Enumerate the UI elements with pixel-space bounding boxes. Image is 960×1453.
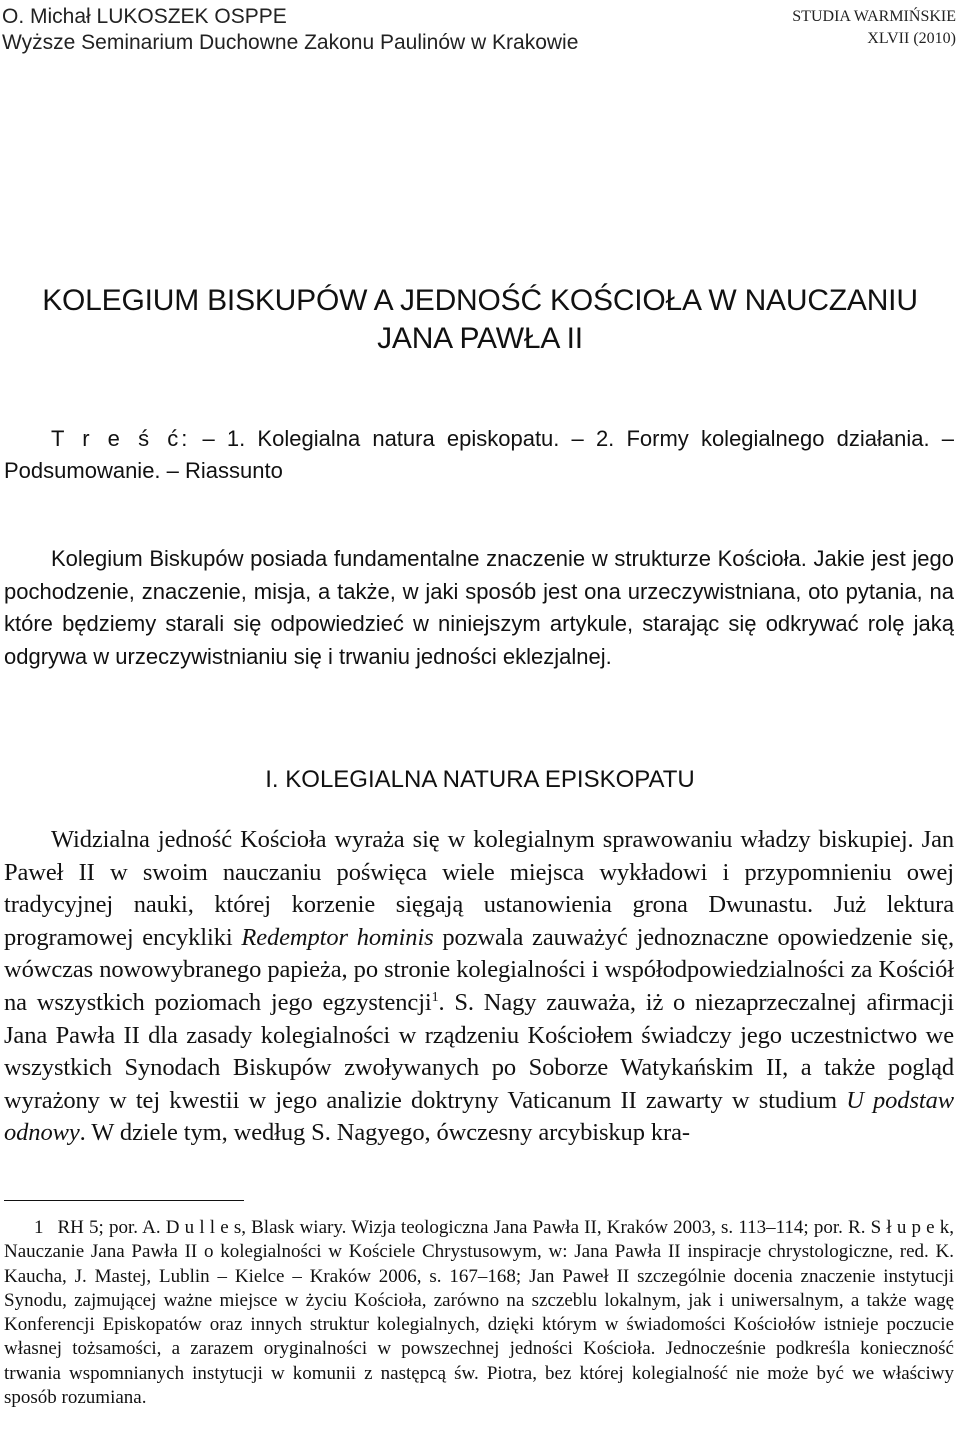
section-heading: I. KOLEGIALNA NATURA EPISKOPATU: [265, 766, 695, 793]
body-text: . S. Nagy zauważa, iż o niezaprzeczalnej afirmacji Jana Pawła II dla zasady kolegialności w rządzeniu Kościołem świadczy jego uczestnictwo we wszystkich Synodach Biskupów zwoływanych po Soborze Watykańskim II, a także pogląd wyrażony w tej kwestii w jego analizie doktryny Vaticanum II zawarty w studium: [4, 988, 954, 1114]
journal-name: STUDIA WARMIŃSKIE: [792, 8, 956, 25]
body-paragraph: [4, 824, 954, 1150]
table-of-contents: [4, 423, 954, 487]
abstract: Kolegium Biskupów posiada fundamentalne znaczenie w strukturze Kościoła. Jakie jest jego pochodzenie, znaczenie, misja, a także, w jaki sposób jest ona urzeczywistniana, oto pytania, na które będziemy starali się odpowiedzieć w niniejszym artykule, starając się odkrywać rolę jaką odgrywa w urzeczywistnianiu się i trwaniu jedności eklezjalnej.: [4, 546, 954, 669]
running-header-left: [2, 4, 578, 56]
article-title: [0, 282, 960, 358]
article-title-line-2: JANA PAWŁA II: [377, 322, 583, 355]
article-title-line-1: KOLEGIUM BISKUPÓW A JEDNOŚĆ KOŚCIOŁA W NAUCZANIU: [42, 284, 918, 317]
author-affiliation: Wyższe Seminarium Duchowne Zakonu Paulinów w Krakowie: [2, 31, 579, 54]
author-name: O. Michał LUKOSZEK OSPPE: [2, 5, 287, 28]
journal-volume: XLVII (2010): [867, 30, 956, 47]
body-text: pozwala zauważyć jednoznaczne opowiedzenie się, wówczas nowowybranego papieża, po stronie kolegialności i współodpowiedzialności za Kościół na wszystkich poziomach jego egzystencji: [4, 923, 955, 1016]
body-text: . W dziele tym, według S. Nagyego, ówczesny arcybiskup kra-: [79, 1119, 690, 1147]
contents-label: T r e ś ć:: [51, 426, 191, 451]
footnote-reference[interactable]: 1: [431, 989, 439, 1005]
encyclical-title: Redemptor hominis: [241, 923, 434, 951]
footnote: [4, 1216, 954, 1410]
body-text: Widzialna jedność Kościoła wyraża się w kolegialnym sprawowaniu władzy biskupiej. Jan Paweł II w swoim nauczaniu poświęca wiele miejsca wykładowi i przypomnieniu owej tradycyjnej nauki, której korzenie sięgają ustanowienia grona Dwunastu. Już lektura programowej encykliki: [4, 826, 954, 951]
running-header-right: [792, 6, 956, 50]
contents-items: – 1. Kolegialna natura episkopatu. – 2. Formy kolegialnego działania. – Podsumowanie. – Riassunto: [4, 426, 954, 483]
study-title: U podstaw odnowy: [4, 1086, 954, 1147]
footnote-text: RH 5; por. A. D u l l e s, Blask wiary. Wizja teologiczna Jana Pawła II, Kraków 2003, s. 113–114; por. R. S ł u p e k, Nauczanie Jana Pawła II o kolegialności w Kościele Chrystusowym, w: Jana Pawła II inspiracje chrystologiczne, red. K. Kaucha, J. Mastej, Lublin – Kielce – Kraków 2006, s. 167–168; Jan Paweł II szczególnie docenia znaczenie instytucji Synodu, zajmującej ważne miejsce w życiu Kościoła, zarówno na szczeblu lokalnym, jak i uniwersalnym, a także wagę Konferencji Episkopatów oraz innych struktur kolegialnych, dzięki którym w świadomości Kościołów istnieje poczucie własnej tożsamości, a zarazem oryginalności w powszechnej jedności Kościoła. Jednocześnie podkreśla konieczność trwania wspomnianych instytucji w komunii z następcą św. Piotra, bez której kolegialność nie może być we właściwy sposób rozumiana.: [4, 1217, 954, 1409]
footnote-separator: [4, 1200, 244, 1201]
footnote-number: 1: [34, 1217, 44, 1238]
